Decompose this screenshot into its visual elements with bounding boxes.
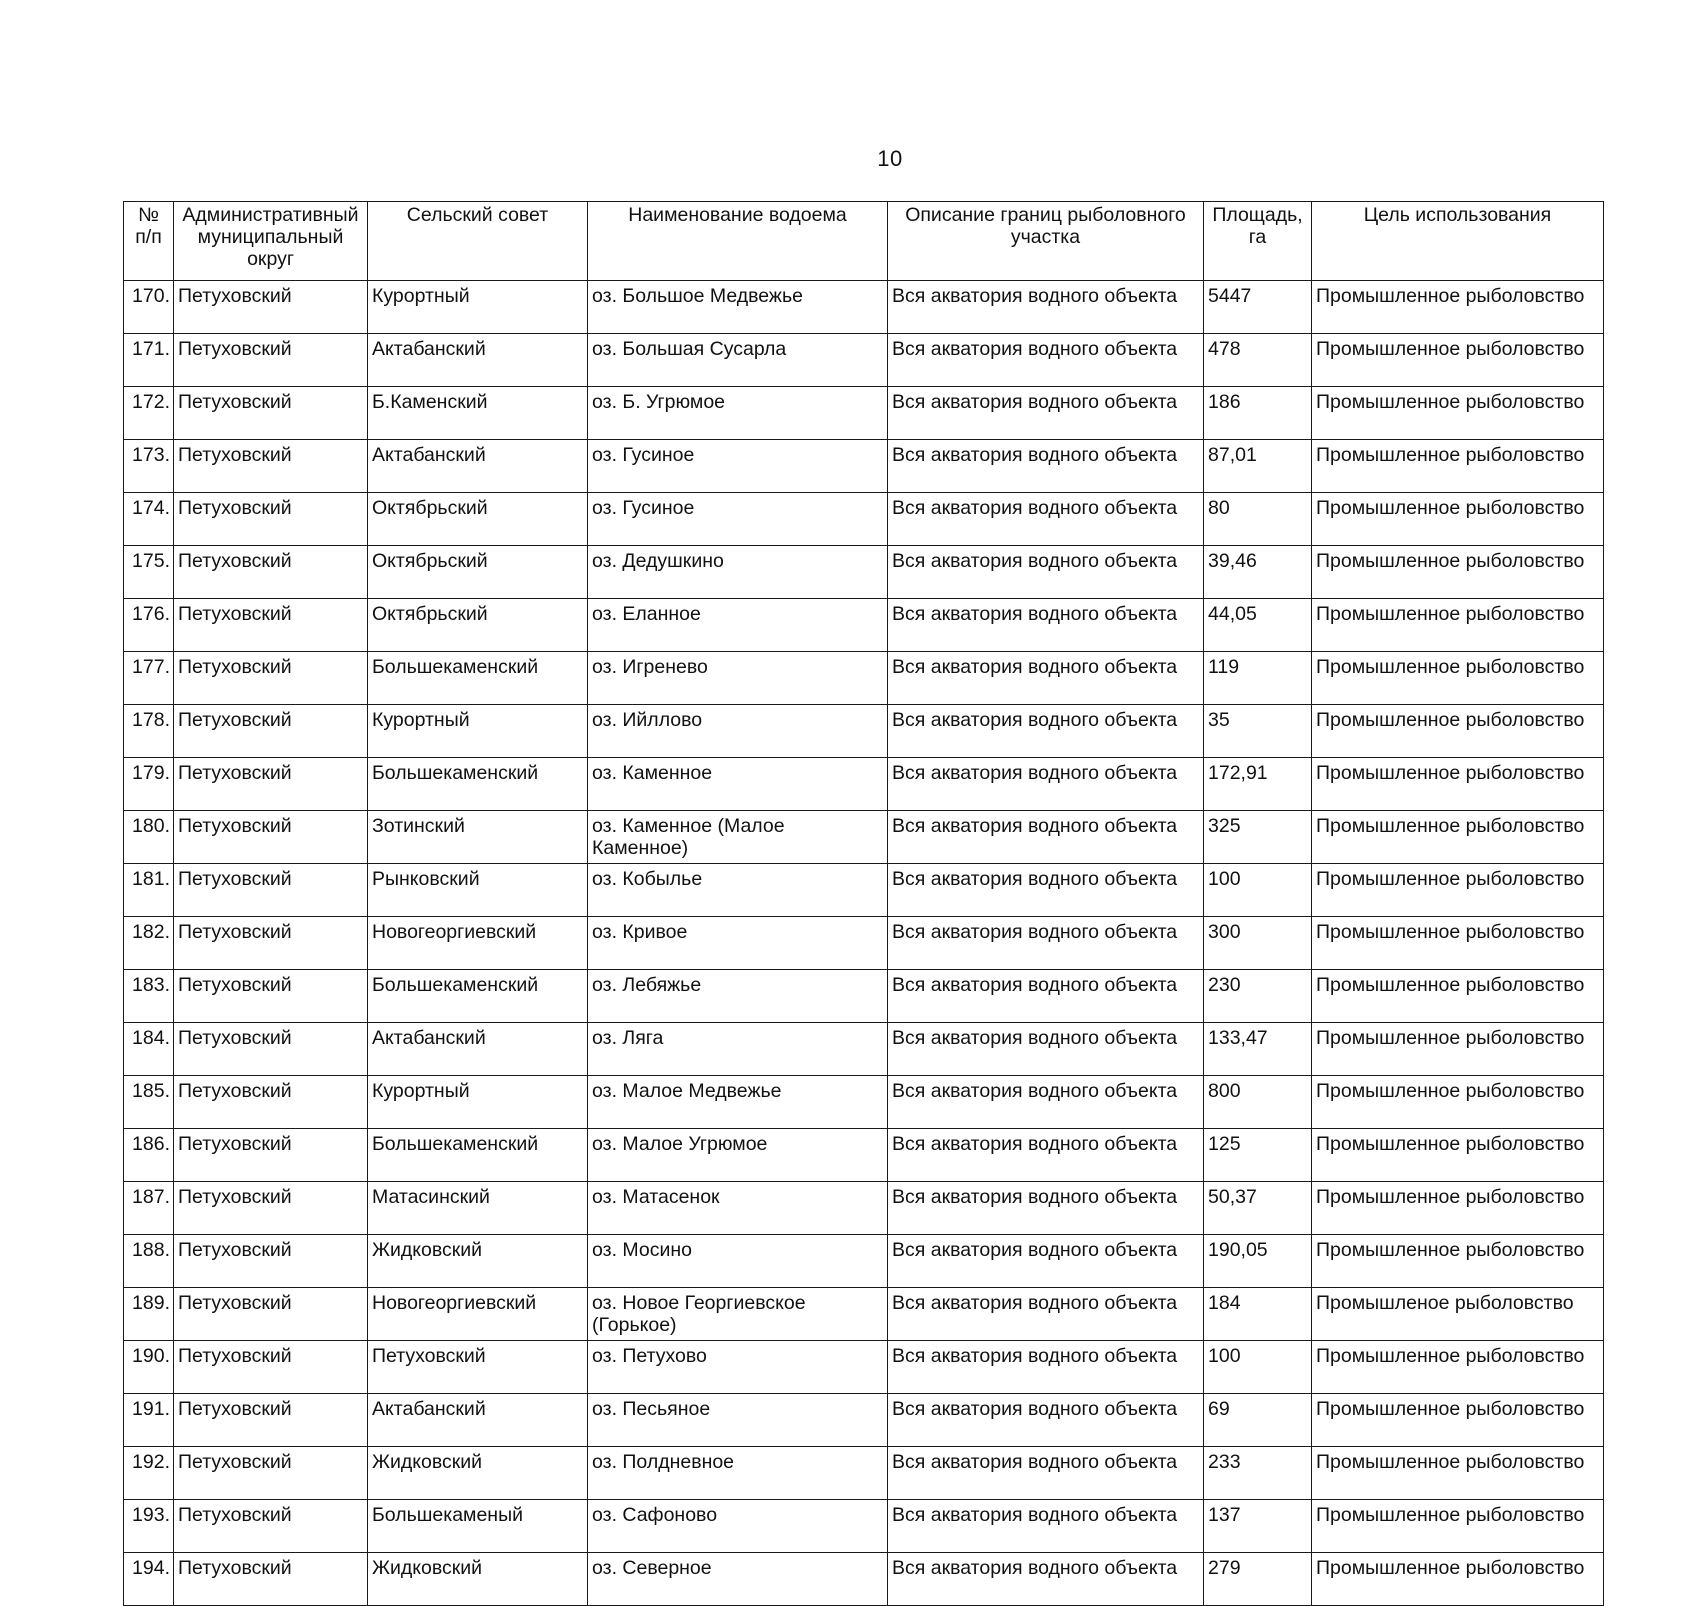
cell-number: 170. <box>124 281 174 334</box>
cell-number: 176. <box>124 599 174 652</box>
cell-boundaries: Вся акватория водного объекта <box>888 758 1204 811</box>
cell-purpose: Промышленное рыболовство <box>1312 1394 1604 1447</box>
cell-district: Петуховский <box>174 1288 368 1341</box>
cell-purpose: Промышленное рыболовство <box>1312 1129 1604 1182</box>
cell-district: Петуховский <box>174 334 368 387</box>
table-row <box>124 1288 1604 1341</box>
cell-water-body: оз. Лебяжье <box>588 970 888 1023</box>
cell-boundaries: Вся акватория водного объекта <box>888 970 1204 1023</box>
cell-council: Большекаменский <box>368 970 588 1023</box>
cell-purpose: Промышленное рыболовство <box>1312 1023 1604 1076</box>
table-row <box>124 493 1604 546</box>
table-row <box>124 758 1604 811</box>
cell-water-body: оз. Дедушкино <box>588 546 888 599</box>
cell-area: 184 <box>1204 1288 1312 1341</box>
cell-district: Петуховский <box>174 864 368 917</box>
fishing-areas-table <box>123 201 1604 1606</box>
cell-purpose: Промышленное рыболовство <box>1312 546 1604 599</box>
cell-number: 191. <box>124 1394 174 1447</box>
cell-district: Петуховский <box>174 281 368 334</box>
cell-council: Октябрьский <box>368 546 588 599</box>
table-row <box>124 652 1604 705</box>
cell-boundaries: Вся акватория водного объекта <box>888 1553 1204 1606</box>
cell-water-body: оз. Сафоново <box>588 1500 888 1553</box>
table-row <box>124 1182 1604 1235</box>
cell-number: 171. <box>124 334 174 387</box>
cell-district: Петуховский <box>174 1341 368 1394</box>
table-row <box>124 387 1604 440</box>
cell-district: Петуховский <box>174 1553 368 1606</box>
cell-number: 190. <box>124 1341 174 1394</box>
cell-boundaries: Вся акватория водного объекта <box>888 1023 1204 1076</box>
cell-council: Актабанский <box>368 334 588 387</box>
cell-purpose: Промышленное рыболовство <box>1312 493 1604 546</box>
cell-district: Петуховский <box>174 440 368 493</box>
cell-district: Петуховский <box>174 970 368 1023</box>
table-row <box>124 1076 1604 1129</box>
table-row <box>124 917 1604 970</box>
cell-area: 137 <box>1204 1500 1312 1553</box>
cell-boundaries: Вся акватория водного объекта <box>888 1394 1204 1447</box>
cell-water-body: оз. Малое Угрюмое <box>588 1129 888 1182</box>
cell-number: 187. <box>124 1182 174 1235</box>
cell-area: 119 <box>1204 652 1312 705</box>
cell-area: 190,05 <box>1204 1235 1312 1288</box>
cell-purpose: Промышленное рыболовство <box>1312 758 1604 811</box>
header-district: Административный муниципальный округ <box>174 202 368 281</box>
cell-boundaries: Вся акватория водного объекта <box>888 387 1204 440</box>
cell-council: Большекаменский <box>368 758 588 811</box>
table-row <box>124 1394 1604 1447</box>
cell-boundaries: Вся акватория водного объекта <box>888 1341 1204 1394</box>
table-row <box>124 1553 1604 1606</box>
cell-council: Жидковский <box>368 1235 588 1288</box>
cell-district: Петуховский <box>174 758 368 811</box>
table-row <box>124 864 1604 917</box>
cell-area: 233 <box>1204 1447 1312 1500</box>
cell-purpose: Промышленное рыболовство <box>1312 811 1604 864</box>
header-number: № п/п <box>124 202 174 281</box>
cell-council: Новогеоргиевский <box>368 917 588 970</box>
cell-council: Актабанский <box>368 1394 588 1447</box>
cell-council: Октябрьский <box>368 599 588 652</box>
cell-number: 189. <box>124 1288 174 1341</box>
cell-council: Большекаменый <box>368 1500 588 1553</box>
cell-number: 177. <box>124 652 174 705</box>
cell-purpose: Промышленное рыболовство <box>1312 1447 1604 1500</box>
cell-council: Новогеоргиевский <box>368 1288 588 1341</box>
table-row <box>124 440 1604 493</box>
cell-boundaries: Вся акватория водного объекта <box>888 546 1204 599</box>
cell-number: 181. <box>124 864 174 917</box>
cell-boundaries: Вся акватория водного объекта <box>888 281 1204 334</box>
cell-water-body: оз. Кобылье <box>588 864 888 917</box>
cell-water-body: оз. Еланное <box>588 599 888 652</box>
cell-council: Петуховский <box>368 1341 588 1394</box>
cell-number: 183. <box>124 970 174 1023</box>
table-row <box>124 1129 1604 1182</box>
header-boundaries: Описание границ рыболовного участка <box>888 202 1204 281</box>
cell-area: 100 <box>1204 1341 1312 1394</box>
cell-purpose: Промышленное рыболовство <box>1312 652 1604 705</box>
table-body <box>124 281 1604 1606</box>
cell-boundaries: Вся акватория водного объекта <box>888 705 1204 758</box>
cell-water-body: оз. Новое Георгиевское (Горькое) <box>588 1288 888 1341</box>
cell-water-body: оз. Северное <box>588 1553 888 1606</box>
cell-water-body: оз. Гусиное <box>588 493 888 546</box>
cell-water-body: оз. Петухово <box>588 1341 888 1394</box>
cell-purpose: Промышленное рыболовство <box>1312 281 1604 334</box>
table-row <box>124 1235 1604 1288</box>
cell-boundaries: Вся акватория водного объекта <box>888 493 1204 546</box>
cell-area: 69 <box>1204 1394 1312 1447</box>
cell-council: Октябрьский <box>368 493 588 546</box>
cell-number: 188. <box>124 1235 174 1288</box>
cell-purpose: Промышленное рыболовство <box>1312 440 1604 493</box>
cell-area: 478 <box>1204 334 1312 387</box>
cell-boundaries: Вся акватория водного объекта <box>888 1235 1204 1288</box>
cell-boundaries: Вся акватория водного объекта <box>888 599 1204 652</box>
cell-water-body: оз. Игренево <box>588 652 888 705</box>
cell-area: 39,46 <box>1204 546 1312 599</box>
cell-district: Петуховский <box>174 546 368 599</box>
cell-area: 44,05 <box>1204 599 1312 652</box>
cell-area: 133,47 <box>1204 1023 1312 1076</box>
table-row <box>124 1341 1604 1394</box>
cell-water-body: оз. Ийллово <box>588 705 888 758</box>
cell-water-body: оз. Большое Медвежье <box>588 281 888 334</box>
cell-water-body: оз. Б. Угрюмое <box>588 387 888 440</box>
cell-number: 182. <box>124 917 174 970</box>
header-purpose: Цель использования <box>1312 202 1604 281</box>
cell-boundaries: Вся акватория водного объекта <box>888 1182 1204 1235</box>
cell-purpose: Промышленное рыболовство <box>1312 1500 1604 1553</box>
cell-number: 180. <box>124 811 174 864</box>
cell-district: Петуховский <box>174 1023 368 1076</box>
cell-area: 35 <box>1204 705 1312 758</box>
cell-water-body: оз. Полдневное <box>588 1447 888 1500</box>
cell-council: Актабанский <box>368 440 588 493</box>
cell-council: Жидковский <box>368 1447 588 1500</box>
cell-number: 174. <box>124 493 174 546</box>
cell-purpose: Промышленное рыболовство <box>1312 1182 1604 1235</box>
cell-boundaries: Вся акватория водного объекта <box>888 917 1204 970</box>
cell-boundaries: Вся акватория водного объекта <box>888 1288 1204 1341</box>
cell-area: 5447 <box>1204 281 1312 334</box>
table-row <box>124 334 1604 387</box>
cell-area: 230 <box>1204 970 1312 1023</box>
cell-purpose: Промышленное рыболовство <box>1312 970 1604 1023</box>
cell-area: 325 <box>1204 811 1312 864</box>
table-row <box>124 1023 1604 1076</box>
cell-water-body: оз. Гусиное <box>588 440 888 493</box>
table-row <box>124 546 1604 599</box>
cell-boundaries: Вся акватория водного объекта <box>888 864 1204 917</box>
cell-purpose: Промышленное рыболовство <box>1312 917 1604 970</box>
cell-area: 50,37 <box>1204 1182 1312 1235</box>
table-row <box>124 705 1604 758</box>
cell-district: Петуховский <box>174 1394 368 1447</box>
cell-district: Петуховский <box>174 493 368 546</box>
cell-district: Петуховский <box>174 1182 368 1235</box>
cell-water-body: оз. Большая Сусарла <box>588 334 888 387</box>
cell-boundaries: Вся акватория водного объекта <box>888 811 1204 864</box>
page-number: 10 <box>877 146 903 171</box>
cell-district: Петуховский <box>174 1500 368 1553</box>
table-row <box>124 970 1604 1023</box>
cell-number: 192. <box>124 1447 174 1500</box>
cell-boundaries: Вся акватория водного объекта <box>888 334 1204 387</box>
cell-council: Большекаменский <box>368 652 588 705</box>
cell-council: Актабанский <box>368 1023 588 1076</box>
cell-area: 87,01 <box>1204 440 1312 493</box>
cell-district: Петуховский <box>174 917 368 970</box>
cell-water-body: оз. Каменное <box>588 758 888 811</box>
table-row <box>124 1500 1604 1553</box>
cell-district: Петуховский <box>174 1235 368 1288</box>
cell-district: Петуховский <box>174 1076 368 1129</box>
cell-purpose: Промышленное рыболовство <box>1312 599 1604 652</box>
cell-area: 100 <box>1204 864 1312 917</box>
header-row <box>124 202 1604 281</box>
cell-council: Курортный <box>368 281 588 334</box>
cell-purpose: Промышленное рыболовство <box>1312 1341 1604 1394</box>
cell-council: Зотинский <box>368 811 588 864</box>
cell-boundaries: Вся акватория водного объекта <box>888 1447 1204 1500</box>
cell-district: Петуховский <box>174 705 368 758</box>
cell-water-body: оз. Кривое <box>588 917 888 970</box>
cell-number: 172. <box>124 387 174 440</box>
cell-boundaries: Вся акватория водного объекта <box>888 652 1204 705</box>
cell-number: 194. <box>124 1553 174 1606</box>
cell-water-body: оз. Мосино <box>588 1235 888 1288</box>
cell-area: 80 <box>1204 493 1312 546</box>
table-row <box>124 1447 1604 1500</box>
cell-area: 300 <box>1204 917 1312 970</box>
cell-water-body: оз. Каменное (Малое Каменное) <box>588 811 888 864</box>
table-row <box>124 281 1604 334</box>
cell-number: 173. <box>124 440 174 493</box>
cell-district: Петуховский <box>174 811 368 864</box>
cell-purpose: Промышленное рыболовство <box>1312 705 1604 758</box>
cell-boundaries: Вся акватория водного объекта <box>888 1076 1204 1129</box>
cell-water-body: оз. Малое Медвежье <box>588 1076 888 1129</box>
cell-number: 186. <box>124 1129 174 1182</box>
cell-district: Петуховский <box>174 387 368 440</box>
cell-district: Петуховский <box>174 1447 368 1500</box>
cell-number: 193. <box>124 1500 174 1553</box>
cell-council: Жидковский <box>368 1553 588 1606</box>
cell-number: 185. <box>124 1076 174 1129</box>
cell-purpose: Промышленное рыболовство <box>1312 864 1604 917</box>
cell-area: 125 <box>1204 1129 1312 1182</box>
cell-purpose: Промышленное рыболовство <box>1312 1235 1604 1288</box>
cell-boundaries: Вся акватория водного объекта <box>888 1500 1204 1553</box>
cell-district: Петуховский <box>174 599 368 652</box>
cell-area: 800 <box>1204 1076 1312 1129</box>
cell-council: Рынковский <box>368 864 588 917</box>
table-header <box>124 202 1604 281</box>
cell-water-body: оз. Песьяное <box>588 1394 888 1447</box>
cell-council: Курортный <box>368 705 588 758</box>
cell-council: Большекаменский <box>368 1129 588 1182</box>
cell-water-body: оз. Матасенок <box>588 1182 888 1235</box>
cell-boundaries: Вся акватория водного объекта <box>888 1129 1204 1182</box>
cell-purpose: Промышленное рыболовство <box>1312 1553 1604 1606</box>
cell-district: Петуховский <box>174 652 368 705</box>
cell-purpose: Промышленое рыболовство <box>1312 1288 1604 1341</box>
header-area: Площадь, га <box>1204 202 1312 281</box>
cell-number: 184. <box>124 1023 174 1076</box>
cell-water-body: оз. Ляга <box>588 1023 888 1076</box>
cell-council: Курортный <box>368 1076 588 1129</box>
cell-purpose: Промышленное рыболовство <box>1312 1076 1604 1129</box>
cell-area: 186 <box>1204 387 1312 440</box>
cell-area: 172,91 <box>1204 758 1312 811</box>
header-water-body: Наименование водоема <box>588 202 888 281</box>
cell-area: 279 <box>1204 1553 1312 1606</box>
table-row <box>124 599 1604 652</box>
cell-boundaries: Вся акватория водного объекта <box>888 440 1204 493</box>
cell-council: Б.Каменский <box>368 387 588 440</box>
table-row <box>124 811 1604 864</box>
cell-purpose: Промышленное рыболовство <box>1312 334 1604 387</box>
cell-number: 179. <box>124 758 174 811</box>
header-council: Сельский совет <box>368 202 588 281</box>
cell-council: Матасинский <box>368 1182 588 1235</box>
cell-number: 175. <box>124 546 174 599</box>
cell-purpose: Промышленное рыболовство <box>1312 387 1604 440</box>
cell-district: Петуховский <box>174 1129 368 1182</box>
cell-number: 178. <box>124 705 174 758</box>
